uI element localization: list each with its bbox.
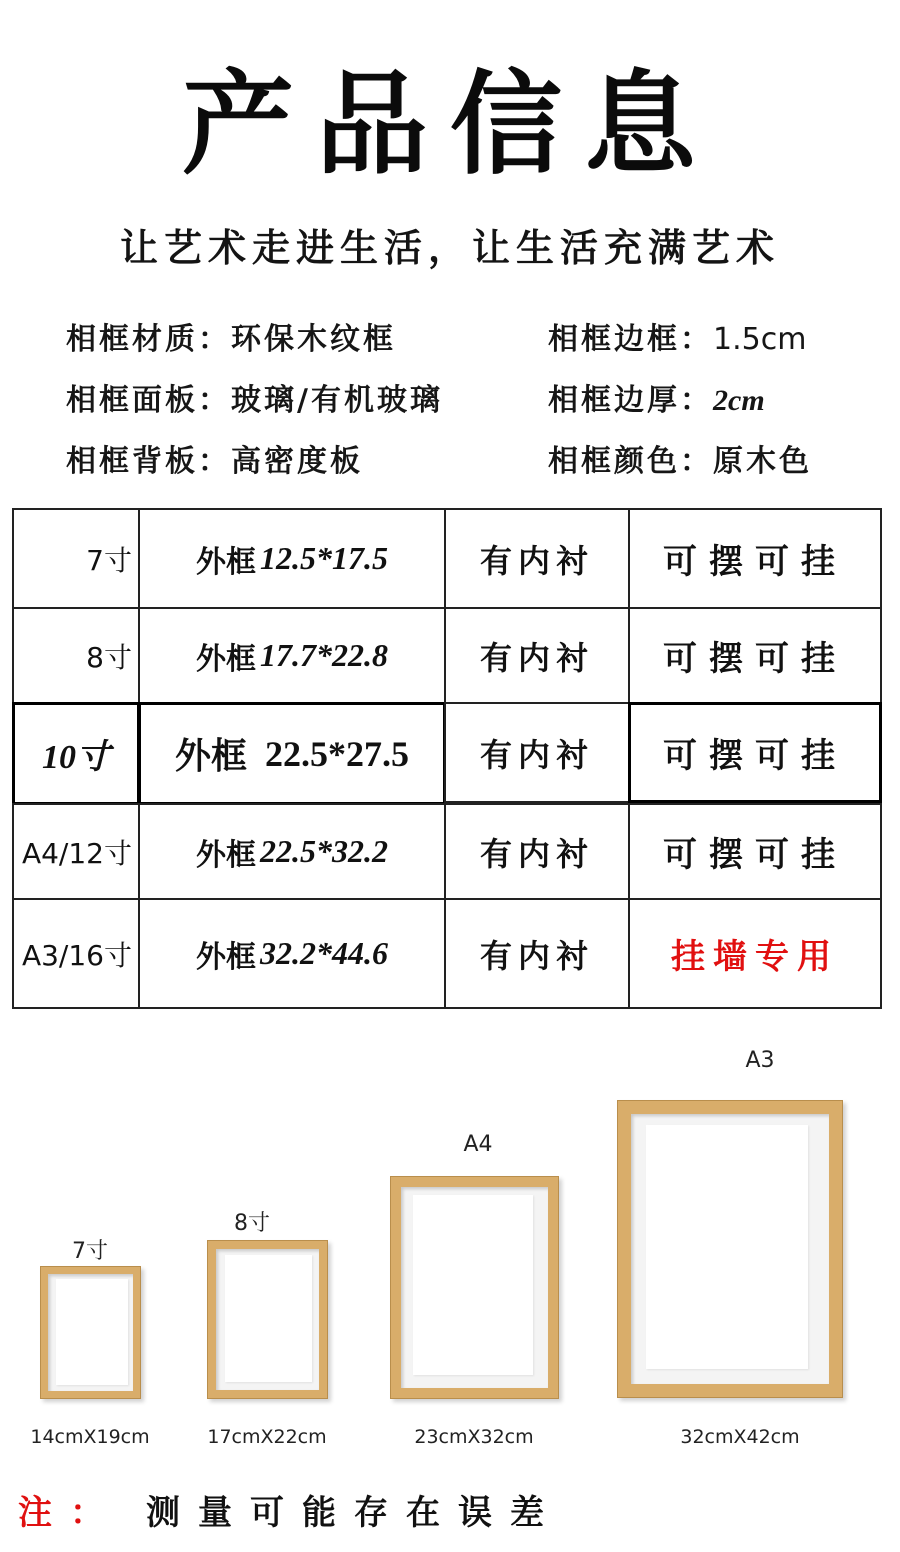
dim-value: 12.5*17.5: [260, 540, 388, 576]
spec-label: 相框边框：: [548, 322, 713, 357]
frame-8-cun-image: [207, 1240, 328, 1399]
table-cell-size: A3/16寸: [12, 898, 140, 1009]
frame-size-label: A4: [463, 1132, 493, 1157]
spec-label: 相框边厚：: [548, 383, 713, 418]
table-cell-dimensions: [138, 702, 446, 805]
dim-value: 22.5*32.2: [260, 833, 388, 869]
table-cell-dimensions: [138, 803, 446, 900]
page-title: 产品信息: [182, 59, 718, 190]
table-cell-hanging: 可摆可挂: [628, 508, 882, 609]
spec-label: 相框颜色：: [548, 444, 713, 479]
table-cell-lining: 有内衬: [444, 702, 630, 803]
frame-dimensions-label: 14cmX19cm: [30, 1426, 150, 1448]
spec-backboard: [66, 442, 363, 482]
frame-a3-image: [617, 1100, 843, 1398]
dim-label: 外框: [196, 641, 256, 677]
frame-size-label: 7寸: [72, 1239, 108, 1264]
table-cell-hanging: 可摆可挂: [628, 702, 882, 803]
table-cell-lining: 有内衬: [444, 898, 630, 1009]
spec-border-width: [548, 320, 806, 360]
spec-label: 相框面板：: [66, 383, 231, 418]
table-cell-size: 8寸: [12, 607, 140, 704]
frame-7-cun-image: [40, 1266, 141, 1399]
frame-paper: [413, 1195, 533, 1375]
table-cell-lining: 有内衬: [444, 508, 630, 609]
table-cell-hanging: 可摆可挂: [628, 607, 882, 704]
spec-material: [66, 320, 396, 360]
spec-border-thickness: [548, 381, 765, 421]
frame-a4-image: [390, 1176, 559, 1399]
spec-label: 相框材质：: [66, 322, 231, 357]
frame-dimensions-label: 23cmX32cm: [414, 1426, 534, 1448]
spec-value: 2cm: [713, 384, 765, 417]
table-cell-size: 7寸: [12, 508, 140, 609]
table-cell-dimensions: [138, 898, 446, 1009]
note-text: 测量可能存在误差: [146, 1493, 562, 1533]
frame-paper: [225, 1255, 312, 1382]
dim-label: 外框: [196, 544, 256, 580]
dim-value: 17.7*22.8: [260, 637, 388, 673]
frame-dimensions-label: 17cmX22cm: [207, 1426, 327, 1448]
measurement-note: [18, 1488, 562, 1538]
table-cell-dimensions: [138, 508, 446, 609]
spec-label: 相框背板：: [66, 444, 231, 479]
spec-value: 环保木纹框: [231, 322, 396, 357]
table-cell-hanging-wall-only: 挂墙专用: [628, 898, 882, 1009]
spec-panel: [66, 381, 443, 421]
dim-label: 外框: [174, 735, 247, 777]
note-prefix: 注：: [18, 1493, 122, 1533]
table-cell-dimensions: [138, 607, 446, 704]
frame-size-label: A3: [745, 1048, 775, 1073]
frame-dimensions-label: 32cmX42cm: [680, 1426, 800, 1448]
frame-size-label: 8寸: [234, 1211, 270, 1236]
table-cell-size: A4/12寸: [12, 803, 140, 900]
spec-value: 1.5cm: [713, 322, 807, 357]
table-cell-size: 10寸: [12, 702, 140, 805]
dim-label: 外框: [196, 837, 256, 873]
dim-value: 32.2*44.6: [260, 935, 388, 971]
table-cell-lining: 有内衬: [444, 607, 630, 704]
table-cell-hanging: 可摆可挂: [628, 803, 882, 900]
spec-value: 玻璃/有机玻璃: [231, 383, 443, 418]
frame-paper: [646, 1125, 808, 1369]
frame-paper: [56, 1279, 128, 1385]
table-cell-lining: 有内衬: [444, 803, 630, 900]
dim-value: 22.5*27.5: [265, 733, 409, 774]
page-subtitle: 让艺术走进生活，让生活充满艺术: [119, 225, 780, 270]
spec-value: 高密度板: [231, 444, 363, 479]
spec-color: [548, 442, 812, 482]
spec-value: 原木色: [713, 444, 812, 479]
dim-label: 外框: [196, 939, 256, 975]
